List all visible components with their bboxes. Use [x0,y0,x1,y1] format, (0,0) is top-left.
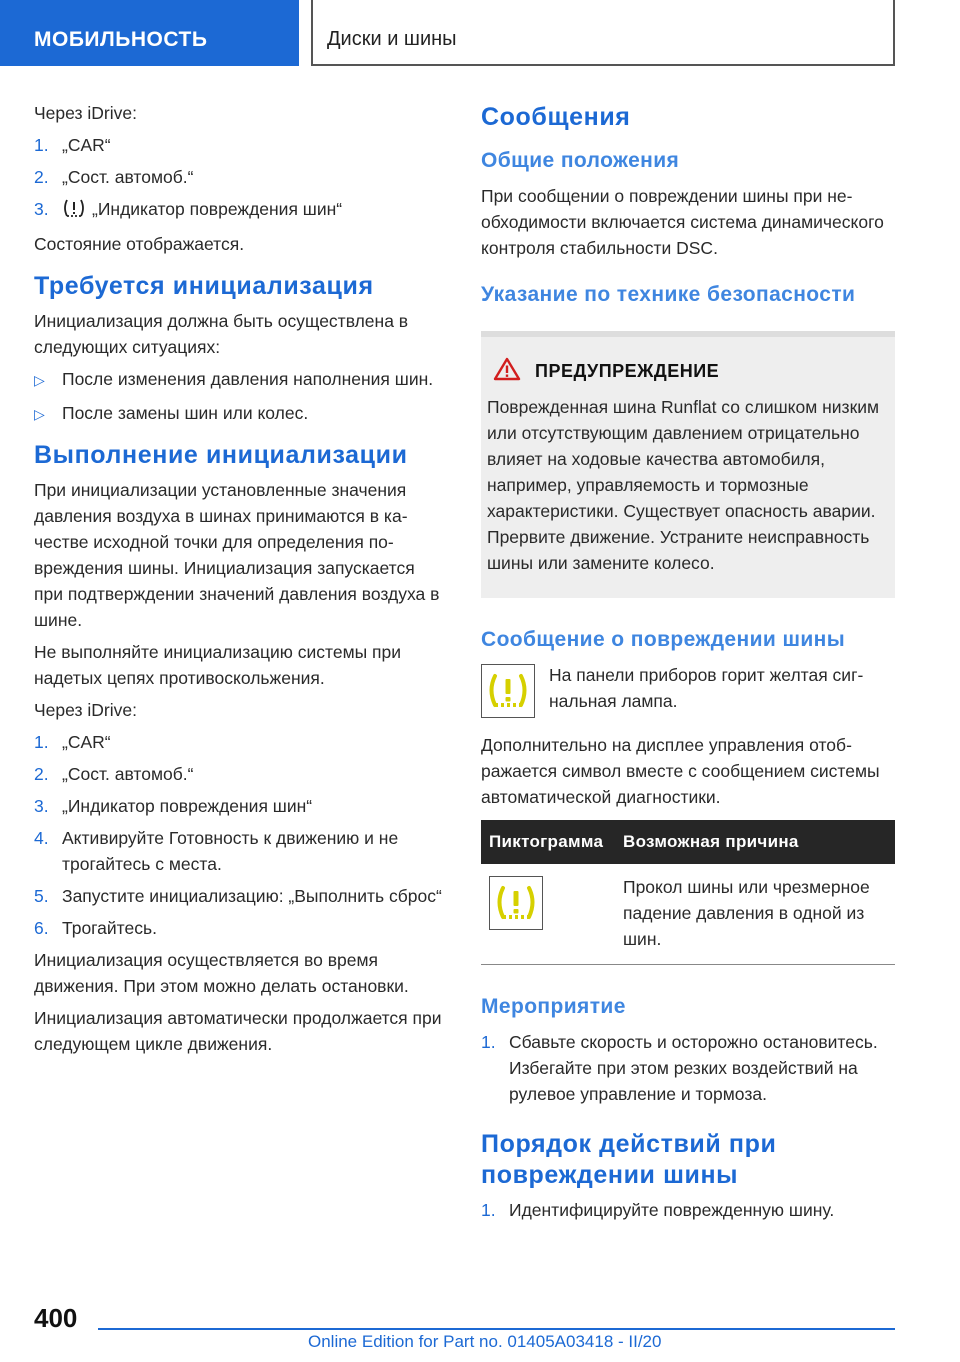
perform-paragraph-2: Не выполняйте инициализацию системы при надетых цепях противоскольжения. [34,642,402,688]
list-item: ▷ После замены шин или колес. [34,400,446,426]
procedure-steps [481,1197,895,1223]
pictogram-cell [481,864,615,965]
init-text: Инициализация должна быть осуществлена в следующих ситуациях: [34,311,409,357]
heading-damage-message: Сообщение о повреждении шины [481,628,846,651]
step-number: 3. [34,796,49,816]
general-text: При сообщении о повреждении шины при необходимости включается система динамического контроля стабильности DSC. [481,186,884,258]
section-tab: МОБИЛЬНОСТЬ [0,0,299,66]
warning-text: Поврежденная шина Runflat со слишком низким или отсутствующим давлением отрицательно влияет на ходовые качества автомобиля, например, управляемость и тормозные характеристики. Существует опасность аварии. Прервите движение. Устраните неисправность шины или замените колесо. [487,397,880,573]
measure-steps [481,1029,895,1107]
footer-divider [98,1328,895,1330]
heading-procedure: Порядок действий при повреждении шины [481,1130,777,1189]
step-number: 1. [34,732,49,752]
list-item: 6. Трогайтесь. [34,915,446,941]
step-number: 1. [34,135,49,155]
list-item: 1. „CAR“ [34,729,446,755]
list-item: ▷ После изменения давления наполнения шин. [34,366,446,392]
column-header-pictogram: Пиктограмма [481,820,615,864]
tire-pressure-pictogram-icon [489,876,543,930]
step-number: 5. [34,886,49,906]
idrive-intro-2: Через iDrive: [34,700,137,720]
perform-paragraph-1: При инициализации установленные значения давления воздуха в шинах принимаются в качестве исходной точки для определения повреждения шины. Инициализация запускается при подтверждении значений давления воздуха в шине. [34,480,440,630]
step-number: 1. [481,1200,496,1220]
step-number: 2. [34,764,49,784]
display-text: Дополнительно на дисплее управления отображается символ вместе с сообщением системы автоматической диагностики. [481,735,880,807]
heading-general: Общие положения [481,149,680,172]
page-number: 400 [34,1303,78,1333]
lamp-text: На панели приборов горит желтая сигнальная лампа. [549,665,864,711]
after-paragraph-2: Инициализация автоматически продолжается при следующем цикле движения. [34,1008,442,1054]
edition-link[interactable]: Online Edition for Part no. 01405A03418 - II/20 [308,1332,662,1351]
warning-box [481,331,895,598]
idrive-intro: Через iDrive: [34,103,137,123]
list-item: 1. „CAR“ [34,132,446,158]
step-number: 2. [34,167,49,187]
list-item: 3. „Индикатор повреждения шин“ [34,196,446,225]
chapter-title: Диски и шины [311,0,895,66]
heading-perform-init: Выполнение инициализации [34,441,408,469]
lamp-row [481,662,895,718]
warning-triangle-icon [493,357,521,386]
status-text: Состояние отображается. [34,234,245,254]
situations-list [34,366,446,426]
heading-measure: Мероприятие [481,995,626,1018]
heading-messages: Сообщения [481,103,631,131]
triangle-bullet-icon: ▷ [34,406,45,422]
warning-header [493,357,887,386]
table-row [481,864,895,965]
idrive-steps-1 [34,132,446,225]
heading-safety: Указание по технике безопасности [481,283,856,306]
tire-warning-icon [62,198,86,225]
pictogram-table [481,820,895,965]
left-column [34,100,446,1063]
warning-title: ПРЕДУПРЕЖДЕНИЕ [535,361,720,381]
list-item: 2. „Сост. автомоб.“ [34,761,446,787]
heading-init-required: Требуется инициализация [34,272,374,300]
list-item: 5. Запустите инициализацию: „Выполнить сброс“ [34,883,446,909]
idrive-steps-2 [34,729,446,941]
list-item: 1. Идентифицируйте поврежденную шину. [481,1197,895,1223]
step-number: 3. [34,199,49,219]
step-number: 6. [34,918,49,938]
list-item: 3. „Индикатор повреждения шин“ [34,793,446,819]
list-item: 1. Сбавьте скорость и осторожно остановитесь. Избегайте при этом резких воздействий на рулевое управление и тормоза. [481,1029,895,1107]
list-item: 2. „Сост. автомоб.“ [34,164,446,190]
right-column [481,100,895,1229]
after-paragraph-1: Инициализация осуществляется во время движения. При этом можно делать остановки. [34,950,409,996]
list-item: 4. Активируйте Готовность к движению и не трогайтесь с места. [34,825,446,877]
cause-cell: Прокол шины или чрезмерное падение давления в одной из шин. [615,864,895,965]
step-number: 1. [481,1032,496,1052]
triangle-bullet-icon: ▷ [34,372,45,388]
tire-pressure-lamp-icon [481,664,535,718]
column-header-cause: Возможная причина [615,820,895,864]
step-number: 4. [34,828,49,848]
table-header-row [481,820,895,864]
